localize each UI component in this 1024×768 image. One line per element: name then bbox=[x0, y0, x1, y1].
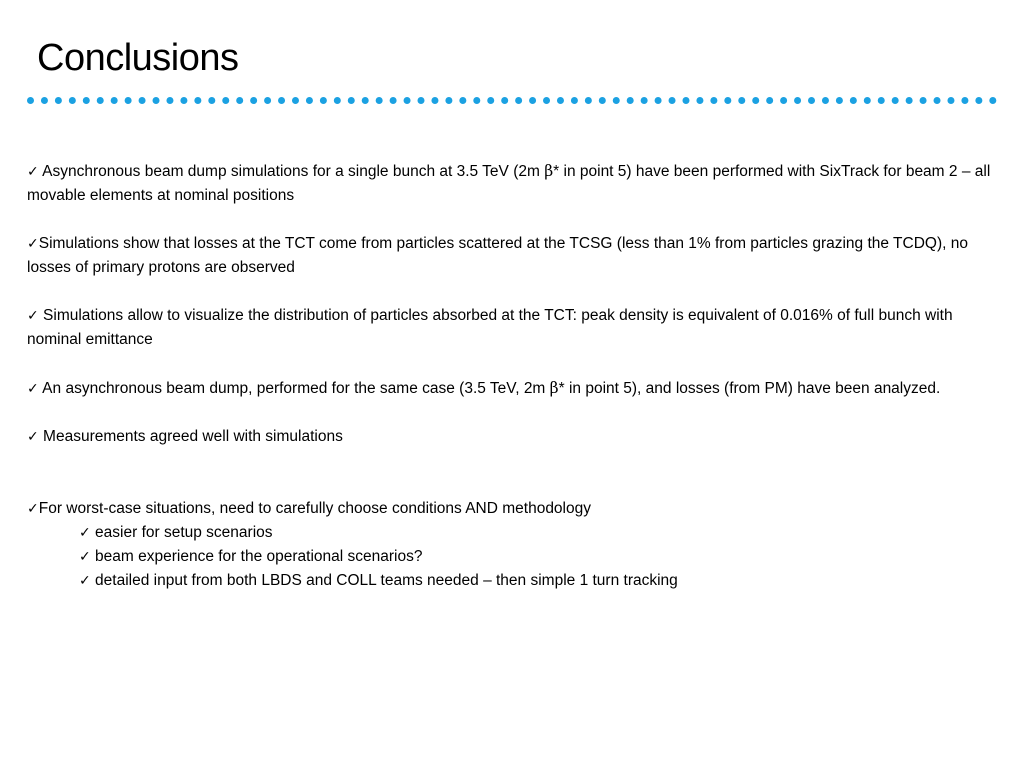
checkmark-icon: ✓ bbox=[79, 525, 91, 541]
beta-symbol: β bbox=[549, 379, 559, 397]
sub-item-text: beam experience for the operational scenarios? bbox=[90, 548, 423, 565]
conclusion-text: Simulations show that losses at the TCT come from particles scattered at the TCSG (less than 1% from particles grazing the TCDQ), no losses of primary protons are observed bbox=[27, 235, 968, 276]
sub-item-1 bbox=[27, 521, 1007, 545]
conclusion-text: * in point 5) have been performed with SixTrack for beam 2 – all movable elements at nominal positions bbox=[27, 163, 991, 204]
conclusion-text: Asynchronous beam dump simulations for a single bunch at 3.5 TeV (2m bbox=[38, 163, 545, 180]
spacer bbox=[27, 280, 1007, 304]
title-divider bbox=[27, 97, 997, 104]
conclusion-item-2 bbox=[27, 232, 1007, 280]
conclusion-text: * in point 5), and losses (from PM) have been analyzed. bbox=[558, 380, 941, 397]
checkmark-icon: ✓ bbox=[27, 308, 39, 324]
conclusion-item-4 bbox=[27, 376, 1007, 401]
conclusion-text: An asynchronous beam dump, performed for the same case (3.5 TeV, 2m bbox=[38, 380, 550, 397]
conclusion-item-1 bbox=[27, 159, 1007, 208]
spacer bbox=[27, 208, 1007, 232]
beta-symbol: β bbox=[544, 162, 554, 180]
spacer bbox=[27, 449, 1007, 497]
sub-item-text: detailed input from both LBDS and COLL teams needed – then simple 1 turn tracking bbox=[90, 572, 678, 589]
slide-title: Conclusions bbox=[37, 37, 239, 79]
checkmark-icon: ✓ bbox=[79, 549, 91, 565]
checkmark-icon: ✓ bbox=[27, 501, 39, 517]
checkmark-icon: ✓ bbox=[27, 236, 39, 252]
sub-item-3 bbox=[27, 569, 1007, 593]
conclusion-text: For worst-case situations, need to carefully choose conditions AND methodology bbox=[38, 500, 591, 517]
checkmark-icon: ✓ bbox=[79, 573, 91, 589]
checkmark-icon: ✓ bbox=[27, 429, 39, 445]
sub-item-text: easier for setup scenarios bbox=[90, 524, 273, 541]
checkmark-icon: ✓ bbox=[27, 164, 39, 180]
conclusions-list bbox=[27, 159, 1007, 593]
spacer bbox=[27, 401, 1007, 425]
checkmark-icon: ✓ bbox=[27, 381, 39, 397]
conclusion-text: Simulations allow to visualize the distribution of particles absorbed at the TCT: peak density is equivalent of 0.016% of full bunch with nominal emittance bbox=[27, 307, 953, 348]
sub-item-2 bbox=[27, 545, 1007, 569]
conclusion-item-5 bbox=[27, 425, 1007, 449]
conclusion-text: Measurements agreed well with simulations bbox=[38, 428, 343, 445]
spacer bbox=[27, 352, 1007, 376]
conclusion-item-3 bbox=[27, 304, 1007, 352]
conclusion-item-6 bbox=[27, 497, 1007, 521]
